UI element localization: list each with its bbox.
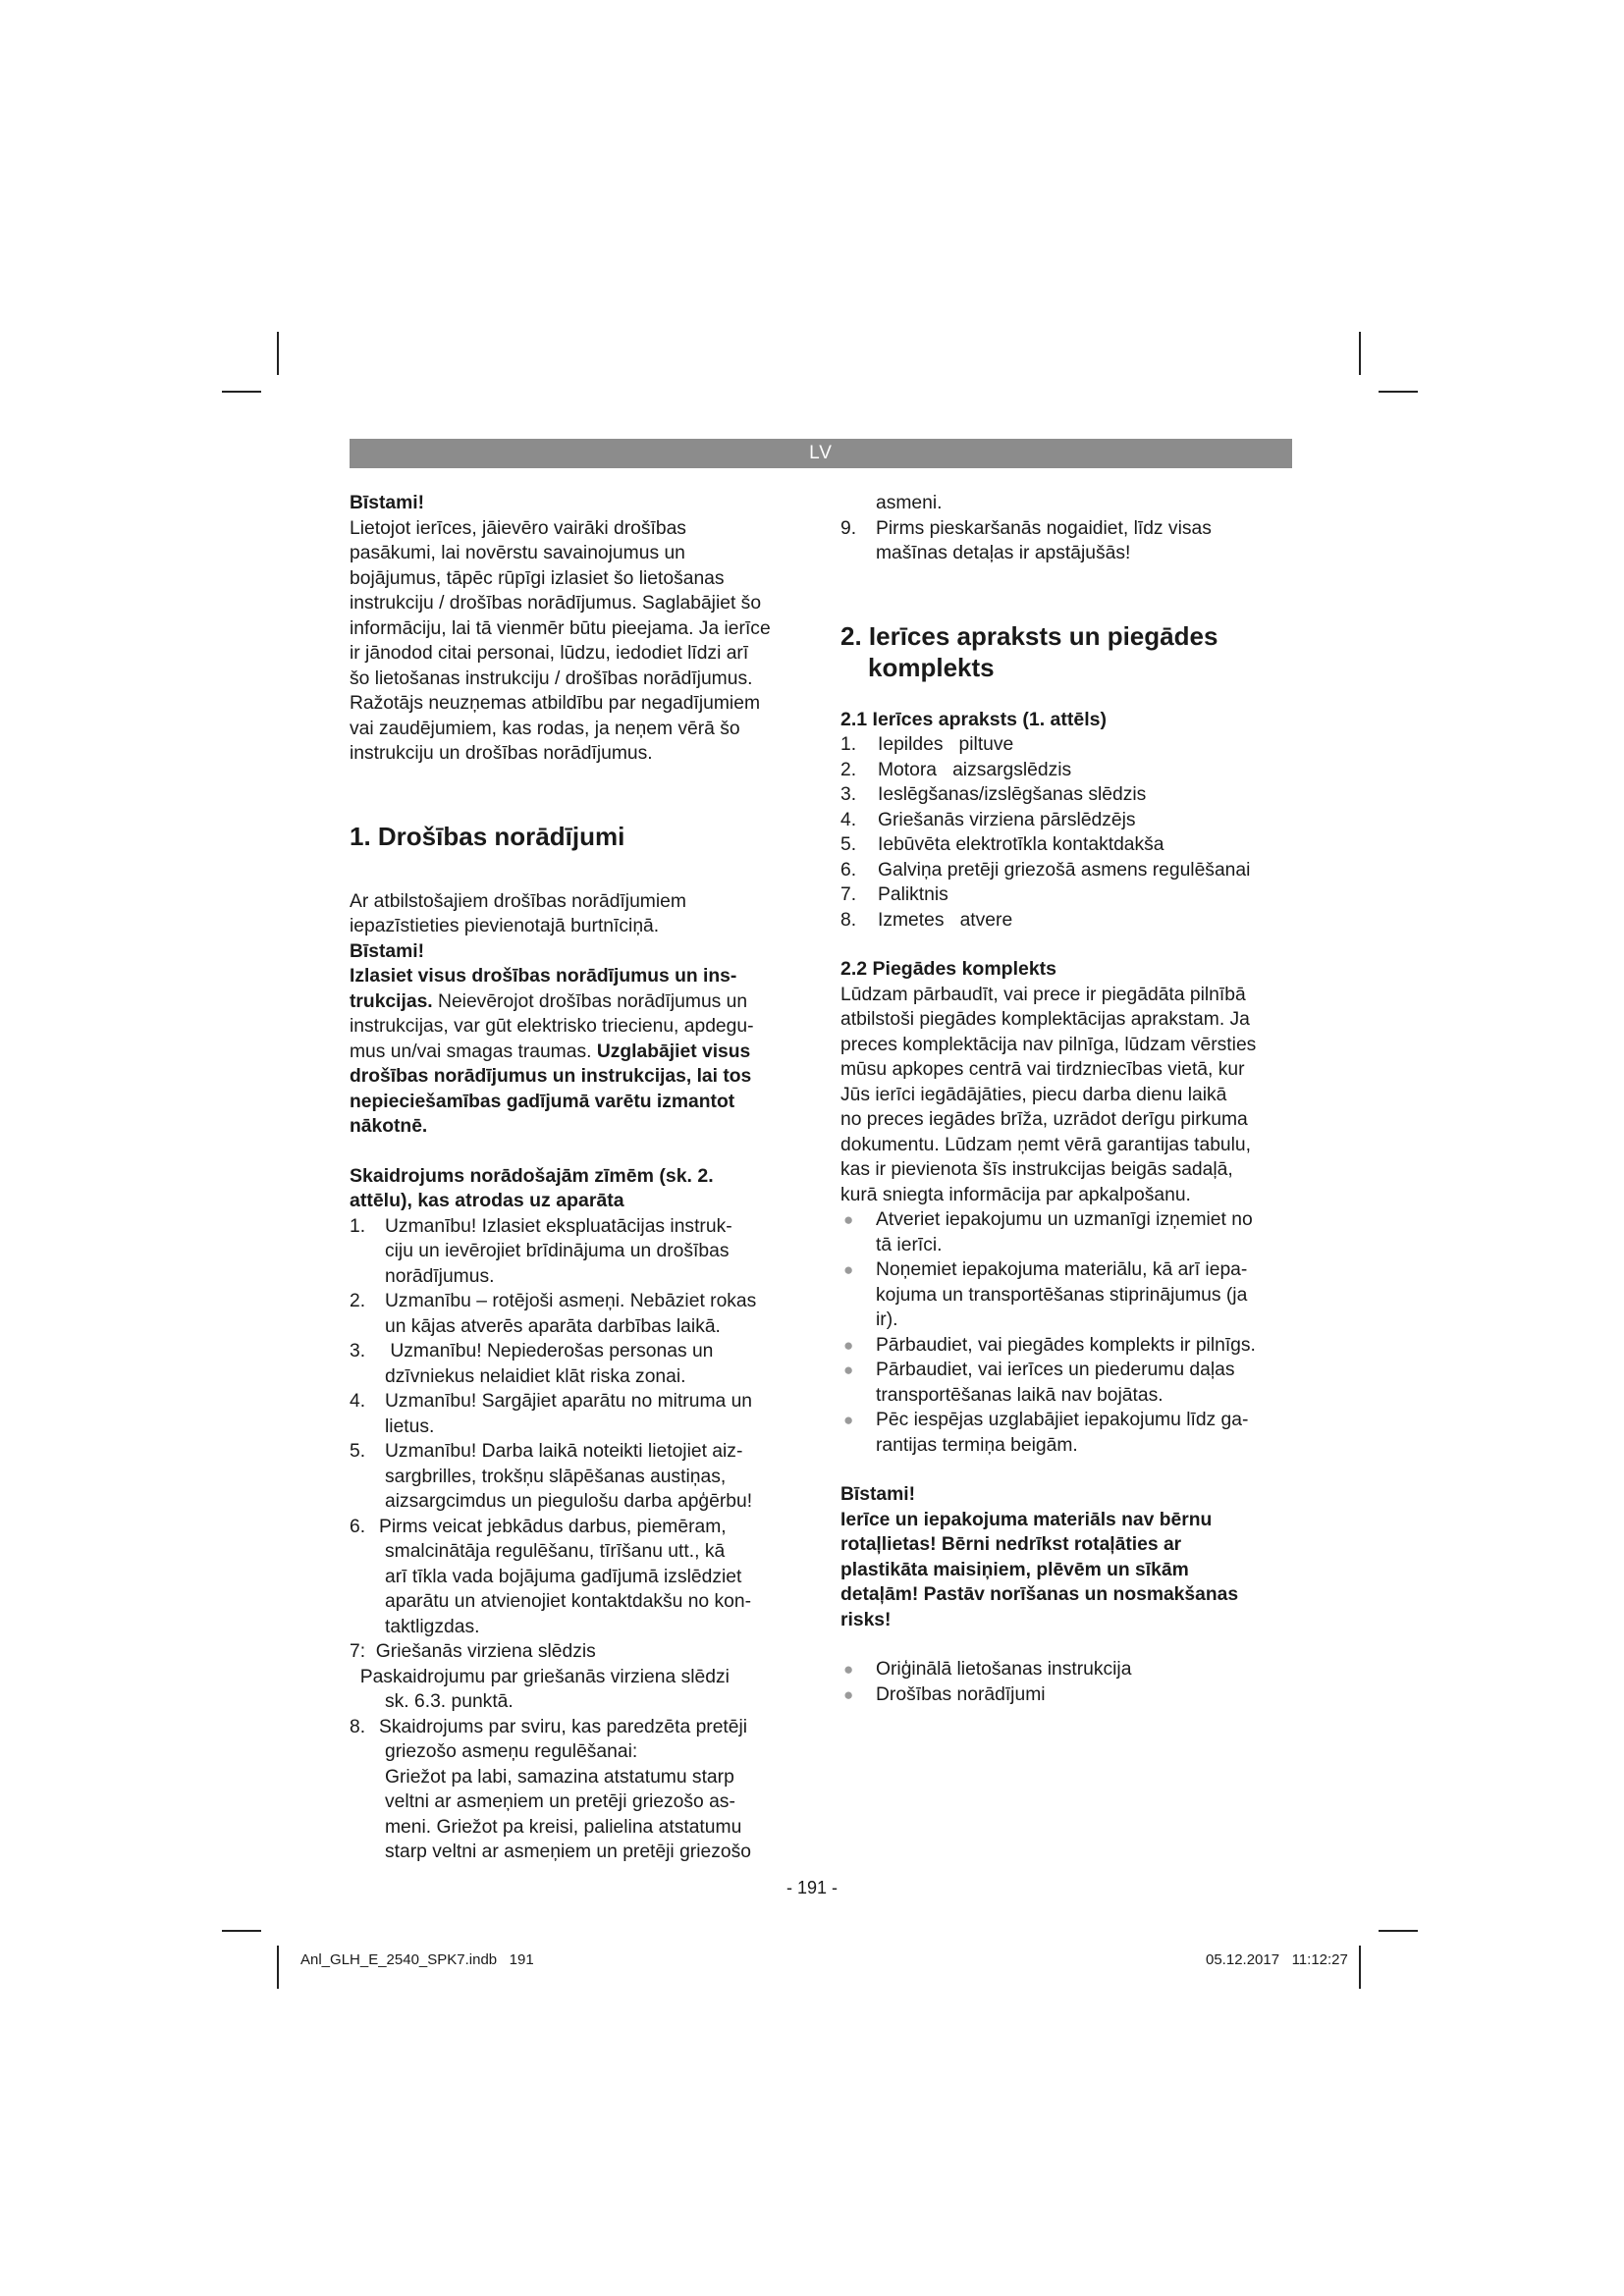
text-span: Uzglabājiet visus [596,1041,751,1062]
text-line: Griežot pa labi, samazina atstatumu starp [385,1766,734,1788]
text-line: atbilstoši piegādes komplektācijas aprakstam. Ja [840,1009,1250,1030]
left-column [350,491,791,1865]
bullet-icon: ● [843,1335,854,1355]
text-line: Drošības norādījumi [876,1683,1046,1705]
text-line: Uzmanību! Sargājiet aparātu no mitruma un [385,1391,753,1412]
list-number: 6. [840,859,857,881]
text-line: aparātu un atvienojiet kontaktdakšu no kon- [385,1591,752,1612]
text-line: Pirms veicat jebkādus darbus, piemēram, [379,1516,727,1537]
footer-filename: Anl_GLH_E_2540_SPK7.indb 191 [300,1951,534,1968]
list-number: 2. [350,1291,366,1311]
text-line: iepazīstieties pievienotajā burtnīciņā. [350,916,660,936]
list-item [350,1439,791,1515]
part-label: Iebūvēta elektrotīkla kontaktdakša [878,834,1164,855]
list-item [840,1358,1292,1408]
text-line: no preces iegādes brīža, uzrādot derīgu pirkuma [840,1109,1248,1130]
text-line: instrukciju un drošības norādījumus. [350,743,653,764]
text-line: Noņemiet iepakojuma materiālu, kā arī iepa- [876,1259,1248,1280]
text-line: starp veltni ar asmeņiem un pretēji griezošo [385,1842,751,1862]
text-line: Pirms pieskaršanās nogaidiet, līdz visas [876,517,1212,539]
text-line: kas ir pievienota šīs instrukcijas beigās sadaļā, [840,1159,1233,1180]
part-label: Paliktnis [878,884,948,905]
list-item [840,732,1292,758]
intro-paragraph [350,516,791,767]
text-line: Pēc iespējas uzglabājiet iepakojumu līdz ga- [876,1410,1249,1430]
text-line: nākotnē. [350,1116,428,1137]
text-line: Jūs ierīci iegādājāties, piecu darba dienu laikā [840,1084,1227,1105]
section-1-heading: 1. Drošības norādījumi [350,821,625,851]
list-item [840,808,1292,833]
unpacking-bullets [840,1207,1292,1458]
list-item [840,1408,1292,1458]
list-item [840,882,1292,908]
continued-line: asmeni. [876,493,943,513]
bullet-icon: ● [843,1684,854,1704]
text-line: Oriģinālā lietošanas instrukcija [876,1659,1132,1680]
text-line: Izlasiet visus drošības norādījumus un ins- [350,966,737,987]
delivery-paragraph [840,983,1292,1208]
item-9-list [840,516,1292,566]
text-line: rantijas termiņa beigām. [876,1434,1078,1456]
text-line [350,1040,791,1065]
text-line: šo lietošanas instrukciju / drošības norādījumus. [350,667,753,689]
text-line: instrukciju / drošības norādījumus. Saglabājiet šo [350,593,762,614]
list-item [350,1214,791,1290]
symbols-heading-line2: attēlu), kas atrodas uz aparāta [350,1190,624,1211]
text-span: Neievērojot drošības norādījumus un [432,990,748,1012]
list-item [840,758,1292,783]
text-line: lietus. [385,1415,435,1437]
text-line: Uzmanību! Izlasiet ekspluatācijas instruk- [385,1215,732,1237]
list-number: 3. [840,784,857,805]
bullet-icon: ● [843,1660,854,1679]
text-line: norādījumus. [385,1265,495,1287]
text-line: drošības norādījumus un instrukcijas, lai tos [350,1066,752,1087]
section-2-heading-line1: 2. Ierīces apraksts un piegādes [840,620,1218,651]
text-line: preces komplektācija nav pilnīga, lūdzam vērsties [840,1034,1257,1055]
text-line: pasākumi, lai novērstu savainojumus un [350,543,685,563]
list-number: 8. [350,1716,366,1737]
crop-mark-bottom-left-v [277,1946,279,1989]
danger-title-3: Bīstami! [840,1484,916,1505]
text-line: vai zaudējumiem, kas rodas, ja neņem vērā šo [350,718,740,739]
text-line [350,989,791,1015]
list-item [350,1289,791,1339]
text-line: detaļām! Pastāv norīšanas un nosmakšanas [840,1584,1239,1605]
safety-notes-paragraph [350,889,791,1140]
text-line: dokumentu. Lūdzam ņemt vērā garantijas tabulu, [840,1134,1252,1155]
item-8-list [350,1715,791,1865]
language-code: LV [809,443,833,463]
footer-timestamp: 05.12.2017 11:12:27 [1206,1951,1348,1968]
part-label: Iepildes piltuve [878,734,1014,755]
list-item [350,1515,791,1640]
device-description-heading: 2.1 Ierīces apraksts (1. attēls) [840,708,1107,730]
delivery-heading: 2.2 Piegādes komplekts [840,958,1057,980]
item-7-line: Paskaidrojumu par griešanās virziena slēdzi [350,1666,730,1687]
list-number: 3. [350,1341,366,1362]
text-line: transportēšanas laikā nav bojātas. [876,1384,1164,1406]
language-header-bar [350,439,1292,468]
list-number: 1. [350,1215,366,1237]
text-line: Uzmanību! Nepiederošas personas un [385,1341,714,1362]
crop-mark-top-right-v [1359,332,1361,375]
text-line: Atveriet iepakojumu un uzmanīgi izņemiet no [876,1209,1253,1230]
list-item [350,1339,791,1389]
text-line: informāciju, lai tā vienmēr būtu pieejama. Ja ierīce [350,617,771,639]
item-7-heading: 7: Griešanās virziena slēdzis [350,1641,596,1662]
text-line: rotaļlietas! Bērni nedrīkst rotaļāties ar [840,1534,1182,1555]
text-span: mus un/vai smagas traumas. [350,1041,597,1062]
text-line: kurā sniegta informācija par apkalpošanu. [840,1184,1191,1205]
text-line: Pārbaudiet, vai ierīces un piederumu daļas [876,1360,1235,1380]
text-line: veltni ar asmeņiem un pretēji griezošo as- [385,1791,735,1812]
text-line: aizsargcimdus un piegulošu darba apģērbu! [385,1491,753,1512]
text-line: tā ierīci. [876,1234,943,1255]
text-line: kojuma un transportēšanas stiprinājumus (ja [876,1284,1248,1306]
list-item [840,1257,1292,1333]
list-number: 4. [840,809,857,830]
symbols-heading-line1: Skaidrojums norādošajām zīmēm (sk. 2. [350,1164,714,1187]
text-span: trukcijas. [350,990,433,1012]
part-label: Griešanās virziena pārslēdzējs [878,809,1136,830]
text-line: ciju un ievērojiet brīdinājuma un drošības [385,1241,730,1261]
list-number: 2. [840,759,857,780]
text-line: ir jānodod citai personai, lūdzu, iedodiet līdzi arī [350,643,749,664]
text-line: Ražotājs neuzņemas atbildību par negadījumiem [350,693,761,714]
part-label: Izmetes atvere [878,909,1013,931]
section-2-heading-line2: komplekts [868,652,995,682]
list-number: 1. [840,734,857,755]
symbols-list [350,1214,791,1640]
list-number: 5. [840,834,857,855]
danger-title: Bīstami! [350,493,425,513]
list-number: 5. [350,1441,366,1462]
list-number: 4. [350,1391,366,1412]
list-number: 7. [840,884,857,905]
text-line: mašīnas detaļas ir apstājušās! [876,543,1131,563]
bullet-icon: ● [843,1361,854,1379]
list-item [840,1333,1292,1359]
bullet-icon: ● [843,1260,854,1279]
list-item [350,1715,791,1865]
text-line: taktligzdas. [385,1616,480,1637]
crop-mark-top-right-h [1379,391,1418,393]
crop-mark-bottom-left-h [222,1930,261,1932]
text-line: griezošo asmeņu regulēšanai: [385,1741,638,1762]
text-line: Ar atbilstošajiem drošības norādījumiem [350,890,686,912]
list-item [350,1389,791,1439]
text-line: Skaidrojums par sviru, kas paredzēta pretēji [379,1716,748,1737]
list-item [840,1682,1292,1708]
text-line: mūsu apkopes centrā vai tirdzniecības vietā, kur [840,1059,1245,1080]
child-warning [840,1508,1292,1633]
parts-list [840,732,1292,933]
crop-mark-top-left-h [222,391,261,393]
list-number: 8. [840,909,857,931]
list-item [840,908,1292,934]
text-line: plastikāta maisiņiem, plēvēm un sīkām [840,1559,1189,1580]
part-label: Ieslēgšanas/izslēgšanas slēdzis [878,784,1147,805]
list-item [840,1207,1292,1257]
list-item [840,1657,1292,1682]
text-line: smalcinātāja regulēšanu, tīrīšanu utt., kā [385,1541,726,1562]
crop-mark-bottom-right-h [1379,1930,1418,1932]
list-item [840,858,1292,883]
bullet-icon: ● [843,1210,854,1229]
crop-mark-top-left-v [277,332,279,375]
text-line: meni. Griežot pa kreisi, palielina atstatumu [385,1816,742,1838]
item-7-line: sk. 6.3. punktā. [385,1691,514,1712]
crop-mark-bottom-right-v [1359,1946,1361,1989]
part-label: Motora aizsargslēdzis [878,759,1072,780]
text-line: ir). [876,1309,898,1330]
text-line: Uzmanību – rotējoši asmeņi. Nebāziet rokas [385,1291,757,1311]
included-docs-bullets [840,1657,1292,1707]
text-line: un kājas atverēs aparāta darbības laikā. [385,1315,721,1337]
bullet-icon: ● [843,1411,854,1429]
text-line: dzīvniekus nelaidiet klāt riska zonai. [385,1365,686,1387]
text-line: Uzmanību! Darba laikā noteikti lietojiet aiz- [385,1441,743,1462]
text-line: nepieciešamības gadījumā varētu izmantot [350,1091,735,1112]
text-line: risks! [840,1609,892,1630]
text-line: bojājumus, tāpēc rūpīgi izlasiet šo lietošanas [350,567,725,589]
right-column [840,491,1292,1707]
page-number: - 191 - [785,1878,839,1897]
text-line: Lūdzam pārbaudīt, vai prece ir piegādāta pilnībā [840,984,1246,1005]
text-line: sargbrilles, trokšņu slāpēšanas austiņas, [385,1466,727,1487]
text-line: arī tīkla vada bojājuma gadījumā izslēdziet [385,1566,742,1587]
text-line: Lietojot ierīces, jāievēro vairāki drošības [350,517,686,539]
text-line: instrukcijas, var gūt elektrisko triecienu, apdegu- [350,1016,754,1037]
part-label: Galviņa pretēji griezošā asmens regulēšanai [878,859,1251,881]
danger-title-2: Bīstami! [350,940,425,962]
list-item [840,516,1292,566]
text-line: Ierīce un iepakojuma materiāls nav bērnu [840,1509,1213,1530]
list-item [840,832,1292,858]
list-number: 6. [350,1516,366,1537]
list-item [840,782,1292,808]
list-number: 9. [840,517,857,539]
text-line: Pārbaudiet, vai piegādes komplekts ir pilnīgs. [876,1334,1256,1356]
